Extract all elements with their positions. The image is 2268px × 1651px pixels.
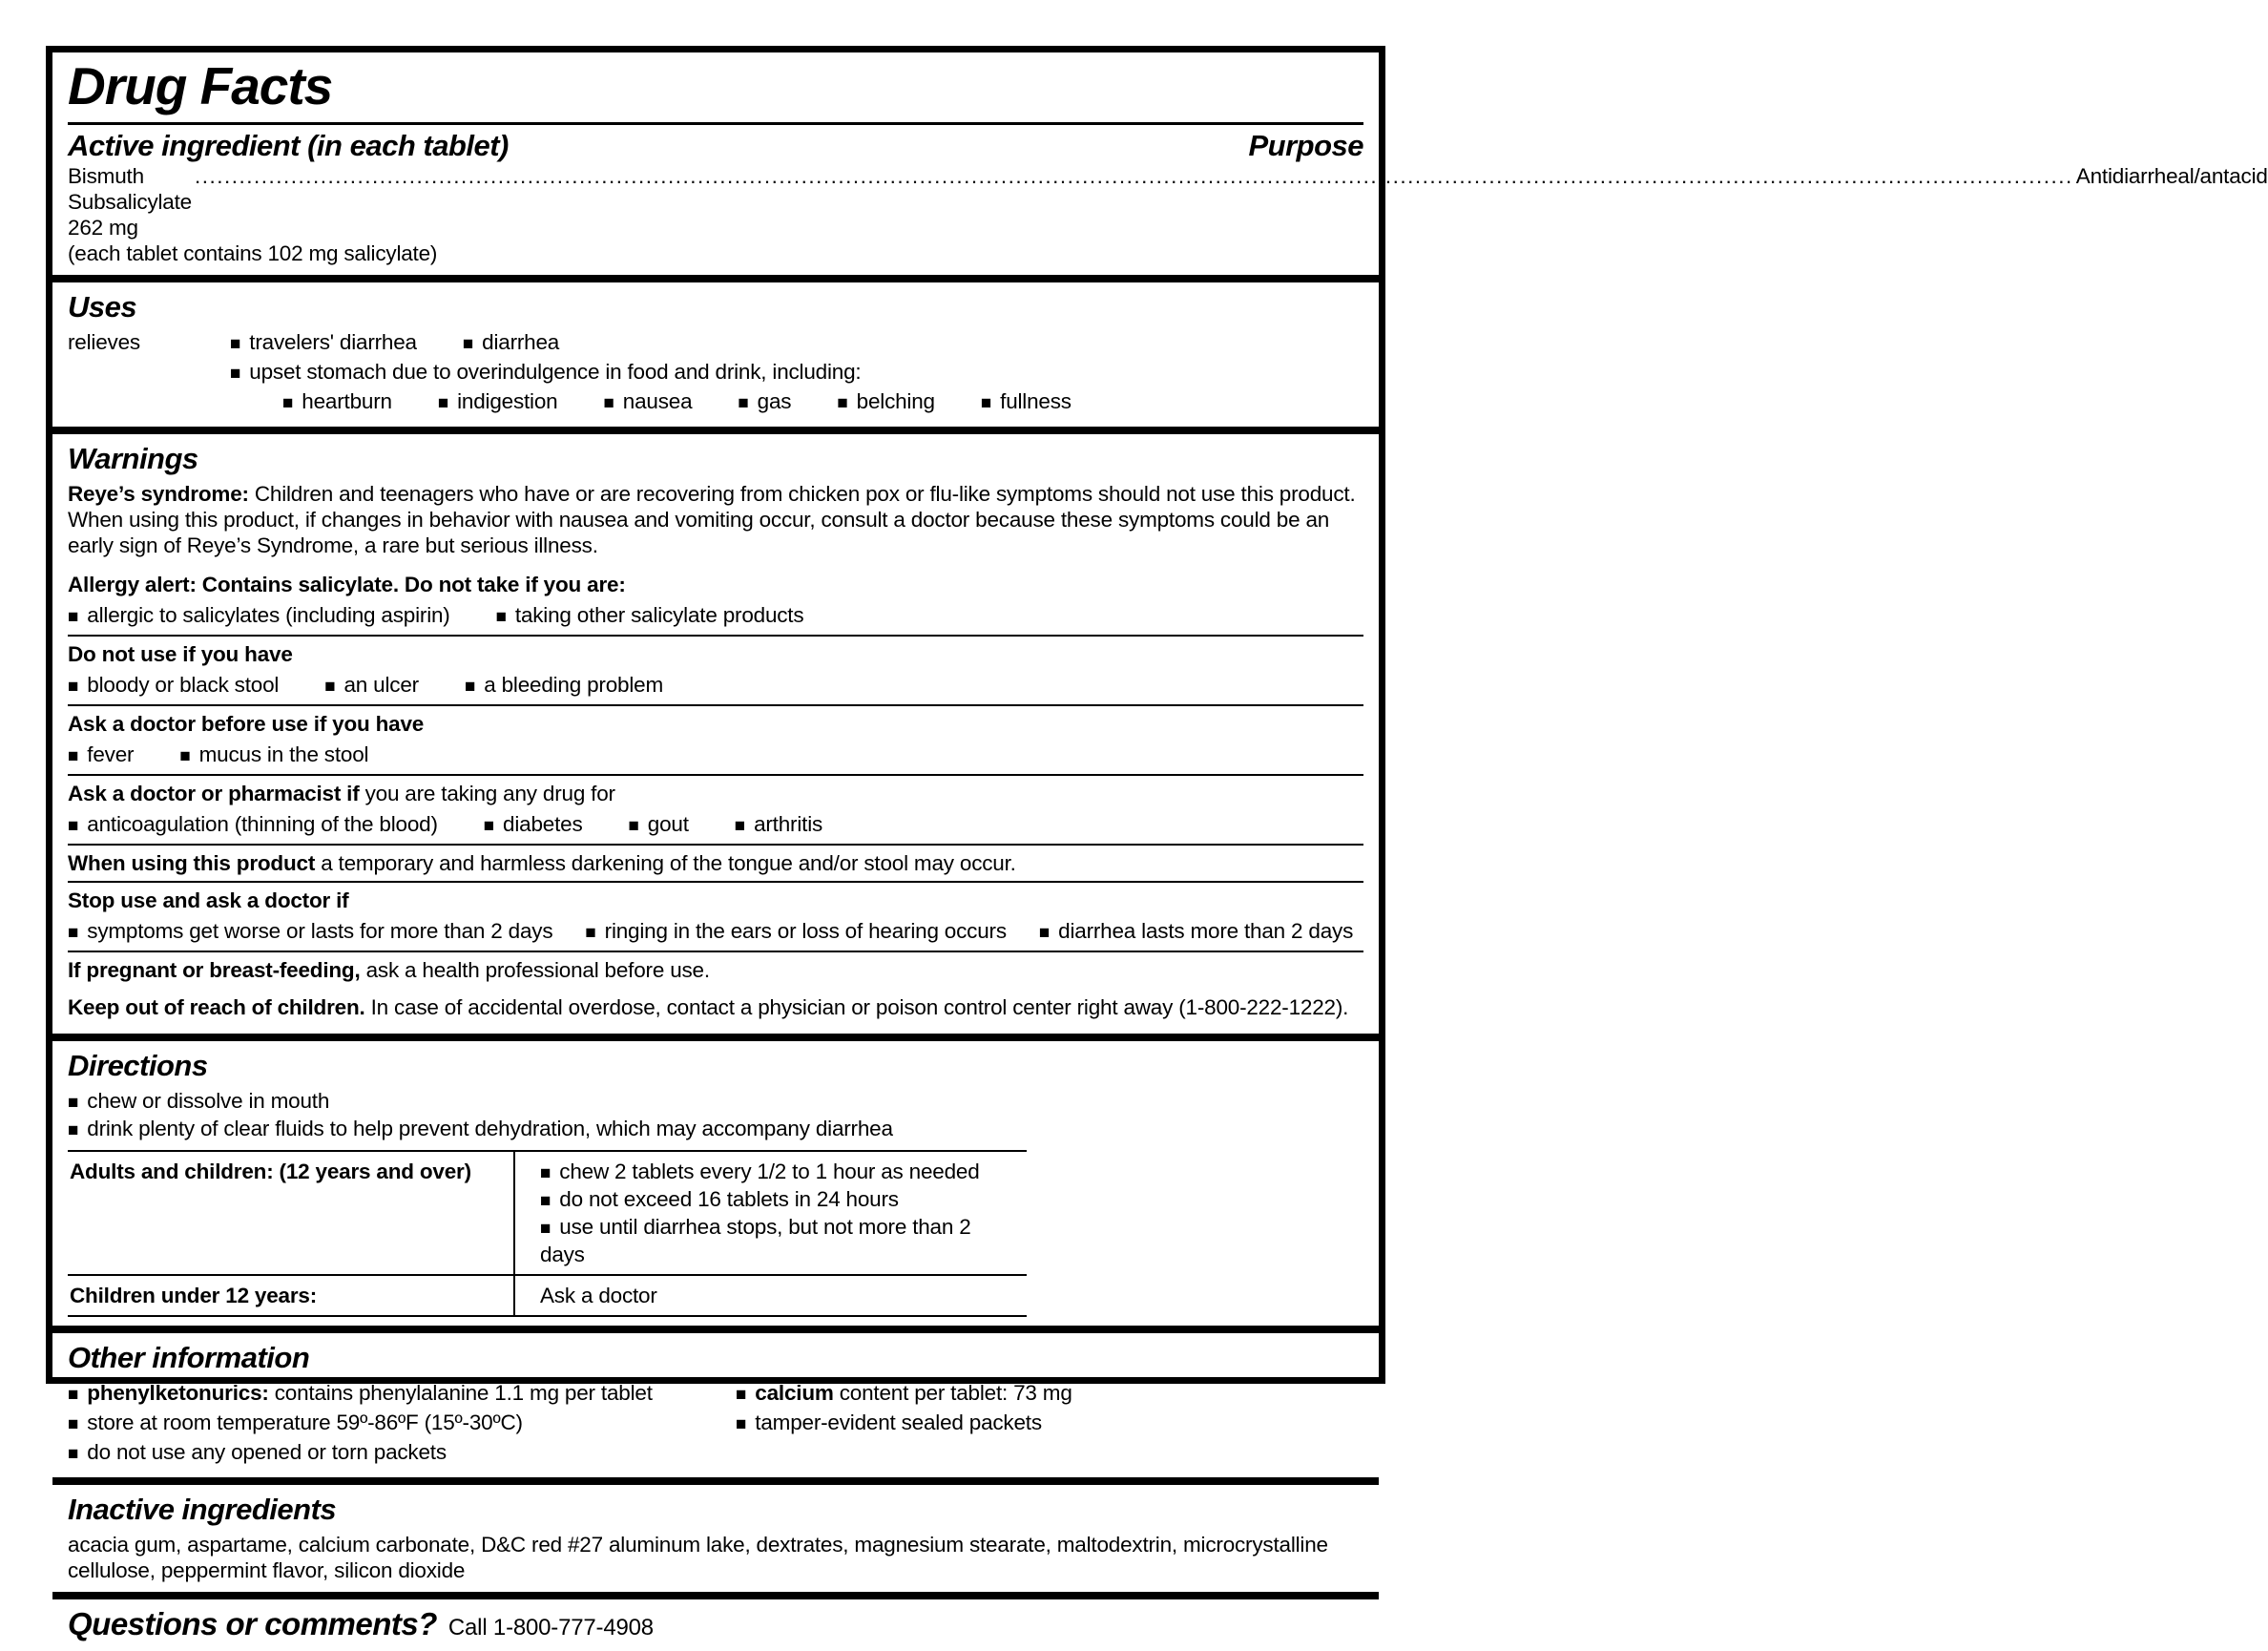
when-using-lead: When using this product: [68, 851, 316, 876]
questions-phone: Call 1-800-777-4908: [447, 1615, 654, 1641]
dosage-instructions: [514, 1151, 1027, 1275]
purpose-value: Antidiarrheal/antacid: [2075, 164, 2268, 189]
section-divider: [52, 1326, 1379, 1333]
ask-pharmacist-text: you are taking any drug for: [359, 782, 615, 806]
list-item: ■ taking other salicylate products: [496, 602, 804, 630]
calcium-text: content per tablet: 73 mg: [833, 1381, 1072, 1406]
list-item: ■ diarrhea lasts more than 2 days: [1039, 918, 1353, 946]
list-item: ■ ringing in the ears or loss of hearing occurs: [585, 918, 1007, 946]
tamper-evident-text: ■ tamper-evident sealed packets: [736, 1411, 1042, 1434]
when-using-paragraph: [68, 850, 1363, 876]
list-item: ■ upset stomach due to overindulgence in food and drink, including:: [230, 359, 861, 387]
pregnant-text: ask a health professional before use.: [360, 958, 710, 983]
list-item: ■ a bleeding problem: [465, 672, 663, 700]
phenylketonurics-text: contains phenylalanine 1.1 mg per tablet: [268, 1381, 653, 1406]
section-divider: [52, 1592, 1379, 1599]
list-item: [68, 1439, 736, 1467]
list-item: ■ anticoagulation (thinning of the blood): [68, 811, 438, 839]
list-item: ■ mucus in the stool: [179, 742, 368, 769]
list-item: ■ use until diarrhea stops, but not more than 2 days: [540, 1214, 1017, 1267]
uses-section: [52, 282, 1379, 427]
list-item: ■ nausea: [603, 388, 692, 416]
storage-text: ■ store at room temperature 59º-86ºF (15º-30ºC): [68, 1411, 523, 1434]
list-item: [736, 1380, 1363, 1408]
keep-out-lead: Keep out of reach of children.: [68, 995, 365, 1020]
dosage-group-label: Adults and children: (12 years and over): [68, 1151, 514, 1275]
table-row: [68, 1275, 1027, 1316]
list-item: ■ symptoms get worse or lasts for more than 2 days: [68, 918, 552, 946]
questions-section: [52, 1599, 1379, 1651]
keep-out-paragraph: [68, 994, 1363, 1020]
list-item: [68, 1380, 736, 1408]
page-title: Drug Facts: [68, 56, 333, 115]
list-item: ■ arthritis: [735, 811, 822, 839]
sub-divider: [68, 774, 1363, 776]
sub-divider: [68, 881, 1363, 883]
ask-pharmacist-lead: Ask a doctor or pharmacist if: [68, 782, 360, 806]
warnings-section: [52, 434, 1379, 1034]
list-item: ■ gout: [629, 811, 689, 839]
ask-pharmacist-heading: [68, 781, 1363, 806]
ask-doctor-heading: Ask a doctor before use if you have: [68, 712, 425, 737]
list-item: ■ diabetes: [484, 811, 583, 839]
reyes-syndrome-lead: Reye’s syndrome:: [68, 482, 249, 507]
questions-heading: Questions or comments?: [68, 1606, 437, 1642]
dotted-leader: [195, 163, 2073, 189]
list-item: ■ do not exceed 16 tablets in 24 hours: [540, 1186, 1017, 1214]
header-section: [52, 52, 2268, 275]
warnings-heading: Warnings: [68, 442, 198, 476]
stop-use-heading: Stop use and ask a doctor if: [68, 888, 349, 913]
list-item: [736, 1410, 1363, 1437]
list-item: ■ gas: [738, 388, 791, 416]
purpose-heading: Purpose: [1248, 129, 1363, 163]
list-item: ■ drink plenty of clear fluids to help prevent dehydration, which may accompany diarrhea: [68, 1116, 1363, 1143]
do-not-use-heading: Do not use if you have: [68, 642, 293, 667]
list-item: ■ chew 2 tablets every 1/2 to 1 hour as needed: [540, 1159, 1017, 1186]
ingredient-name: Bismuth Subsalicylate 262 mg: [68, 164, 204, 240]
list-item: ■ chew or dissolve in mouth: [68, 1088, 1363, 1116]
inactive-ingredients-text: acacia gum, aspartame, calcium carbonate, D&C red #27 aluminum lake, dextrates, magnesium stearate, maltodextrin, microcrystalline cellulose, peppermint flavor, silicon dioxide: [68, 1533, 1328, 1583]
list-item: ■ travelers' diarrhea: [230, 329, 417, 357]
table-row: [68, 1151, 1027, 1275]
pregnant-paragraph: [68, 957, 1363, 983]
active-ingredient-heading: Active ingredient (in each tablet): [68, 129, 509, 163]
list-item: ■ indigestion: [438, 388, 558, 416]
list-item: ■ an ulcer: [324, 672, 419, 700]
other-information-section: [52, 1333, 1379, 1477]
list-item: ■ allergic to salicylates (including aspirin): [68, 602, 450, 630]
when-using-text: a temporary and harmless darkening of the tongue and/or stool may occur.: [315, 851, 1016, 876]
section-divider: [52, 275, 1379, 282]
reyes-syndrome-text: Children and teenagers who have or are recovering from chicken pox or flu-like symptoms should not use this product. When using this product, if changes in behavior with nausea and vomiting occur, consult a doctor because these symptoms could be an early sign of Reye’s Syndrome, a rare but serious illness.: [68, 482, 1356, 558]
list-item: ■ fever: [68, 742, 134, 769]
inactive-ingredients-section: [52, 1485, 1379, 1592]
calcium-lead: calcium: [755, 1381, 834, 1406]
sub-divider: [68, 635, 1363, 637]
keep-out-text: In case of accidental overdose, contact a physician or poison control center right away (1-800-222-1222).: [364, 995, 1349, 1020]
section-divider: [52, 1034, 1379, 1041]
list-item: ■ belching: [837, 388, 935, 416]
uses-lead: relieves: [68, 330, 140, 355]
sub-divider: [68, 951, 1363, 952]
uses-heading: Uses: [68, 290, 137, 324]
phenylketonurics-lead: phenylketonurics:: [87, 1381, 269, 1406]
allergy-alert-heading: Allergy alert: Contains salicylate. Do not take if you are:: [68, 573, 626, 597]
directions-heading: Directions: [68, 1049, 208, 1083]
pregnant-lead: If pregnant or breast-feeding,: [68, 958, 361, 983]
dosage-group-label: Children under 12 years:: [68, 1275, 514, 1316]
list-item: ■ heartburn: [282, 388, 392, 416]
sub-divider: [68, 844, 1363, 846]
ingredient-note: (each tablet contains 102 mg salicylate): [68, 241, 438, 266]
drug-facts-label: [46, 46, 2268, 1642]
title-divider: [68, 122, 1363, 125]
list-item: ■ fullness: [981, 388, 1072, 416]
list-item: ■ diarrhea: [463, 329, 559, 357]
inactive-ingredients-heading: Inactive ingredients: [68, 1493, 337, 1527]
section-divider: [52, 427, 1379, 434]
sub-divider: [68, 704, 1363, 706]
directions-section: [52, 1041, 1379, 1326]
dosage-table: [68, 1150, 1027, 1317]
other-information-heading: Other information: [68, 1341, 310, 1375]
reyes-syndrome-paragraph: [68, 481, 1363, 558]
list-item: ■ bloody or black stool: [68, 672, 279, 700]
dosage-instructions: Ask a doctor: [514, 1275, 1027, 1316]
section-divider: [52, 1477, 1379, 1485]
torn-packets-text: ■ do not use any opened or torn packets: [68, 1440, 447, 1464]
list-item: [68, 1410, 736, 1437]
